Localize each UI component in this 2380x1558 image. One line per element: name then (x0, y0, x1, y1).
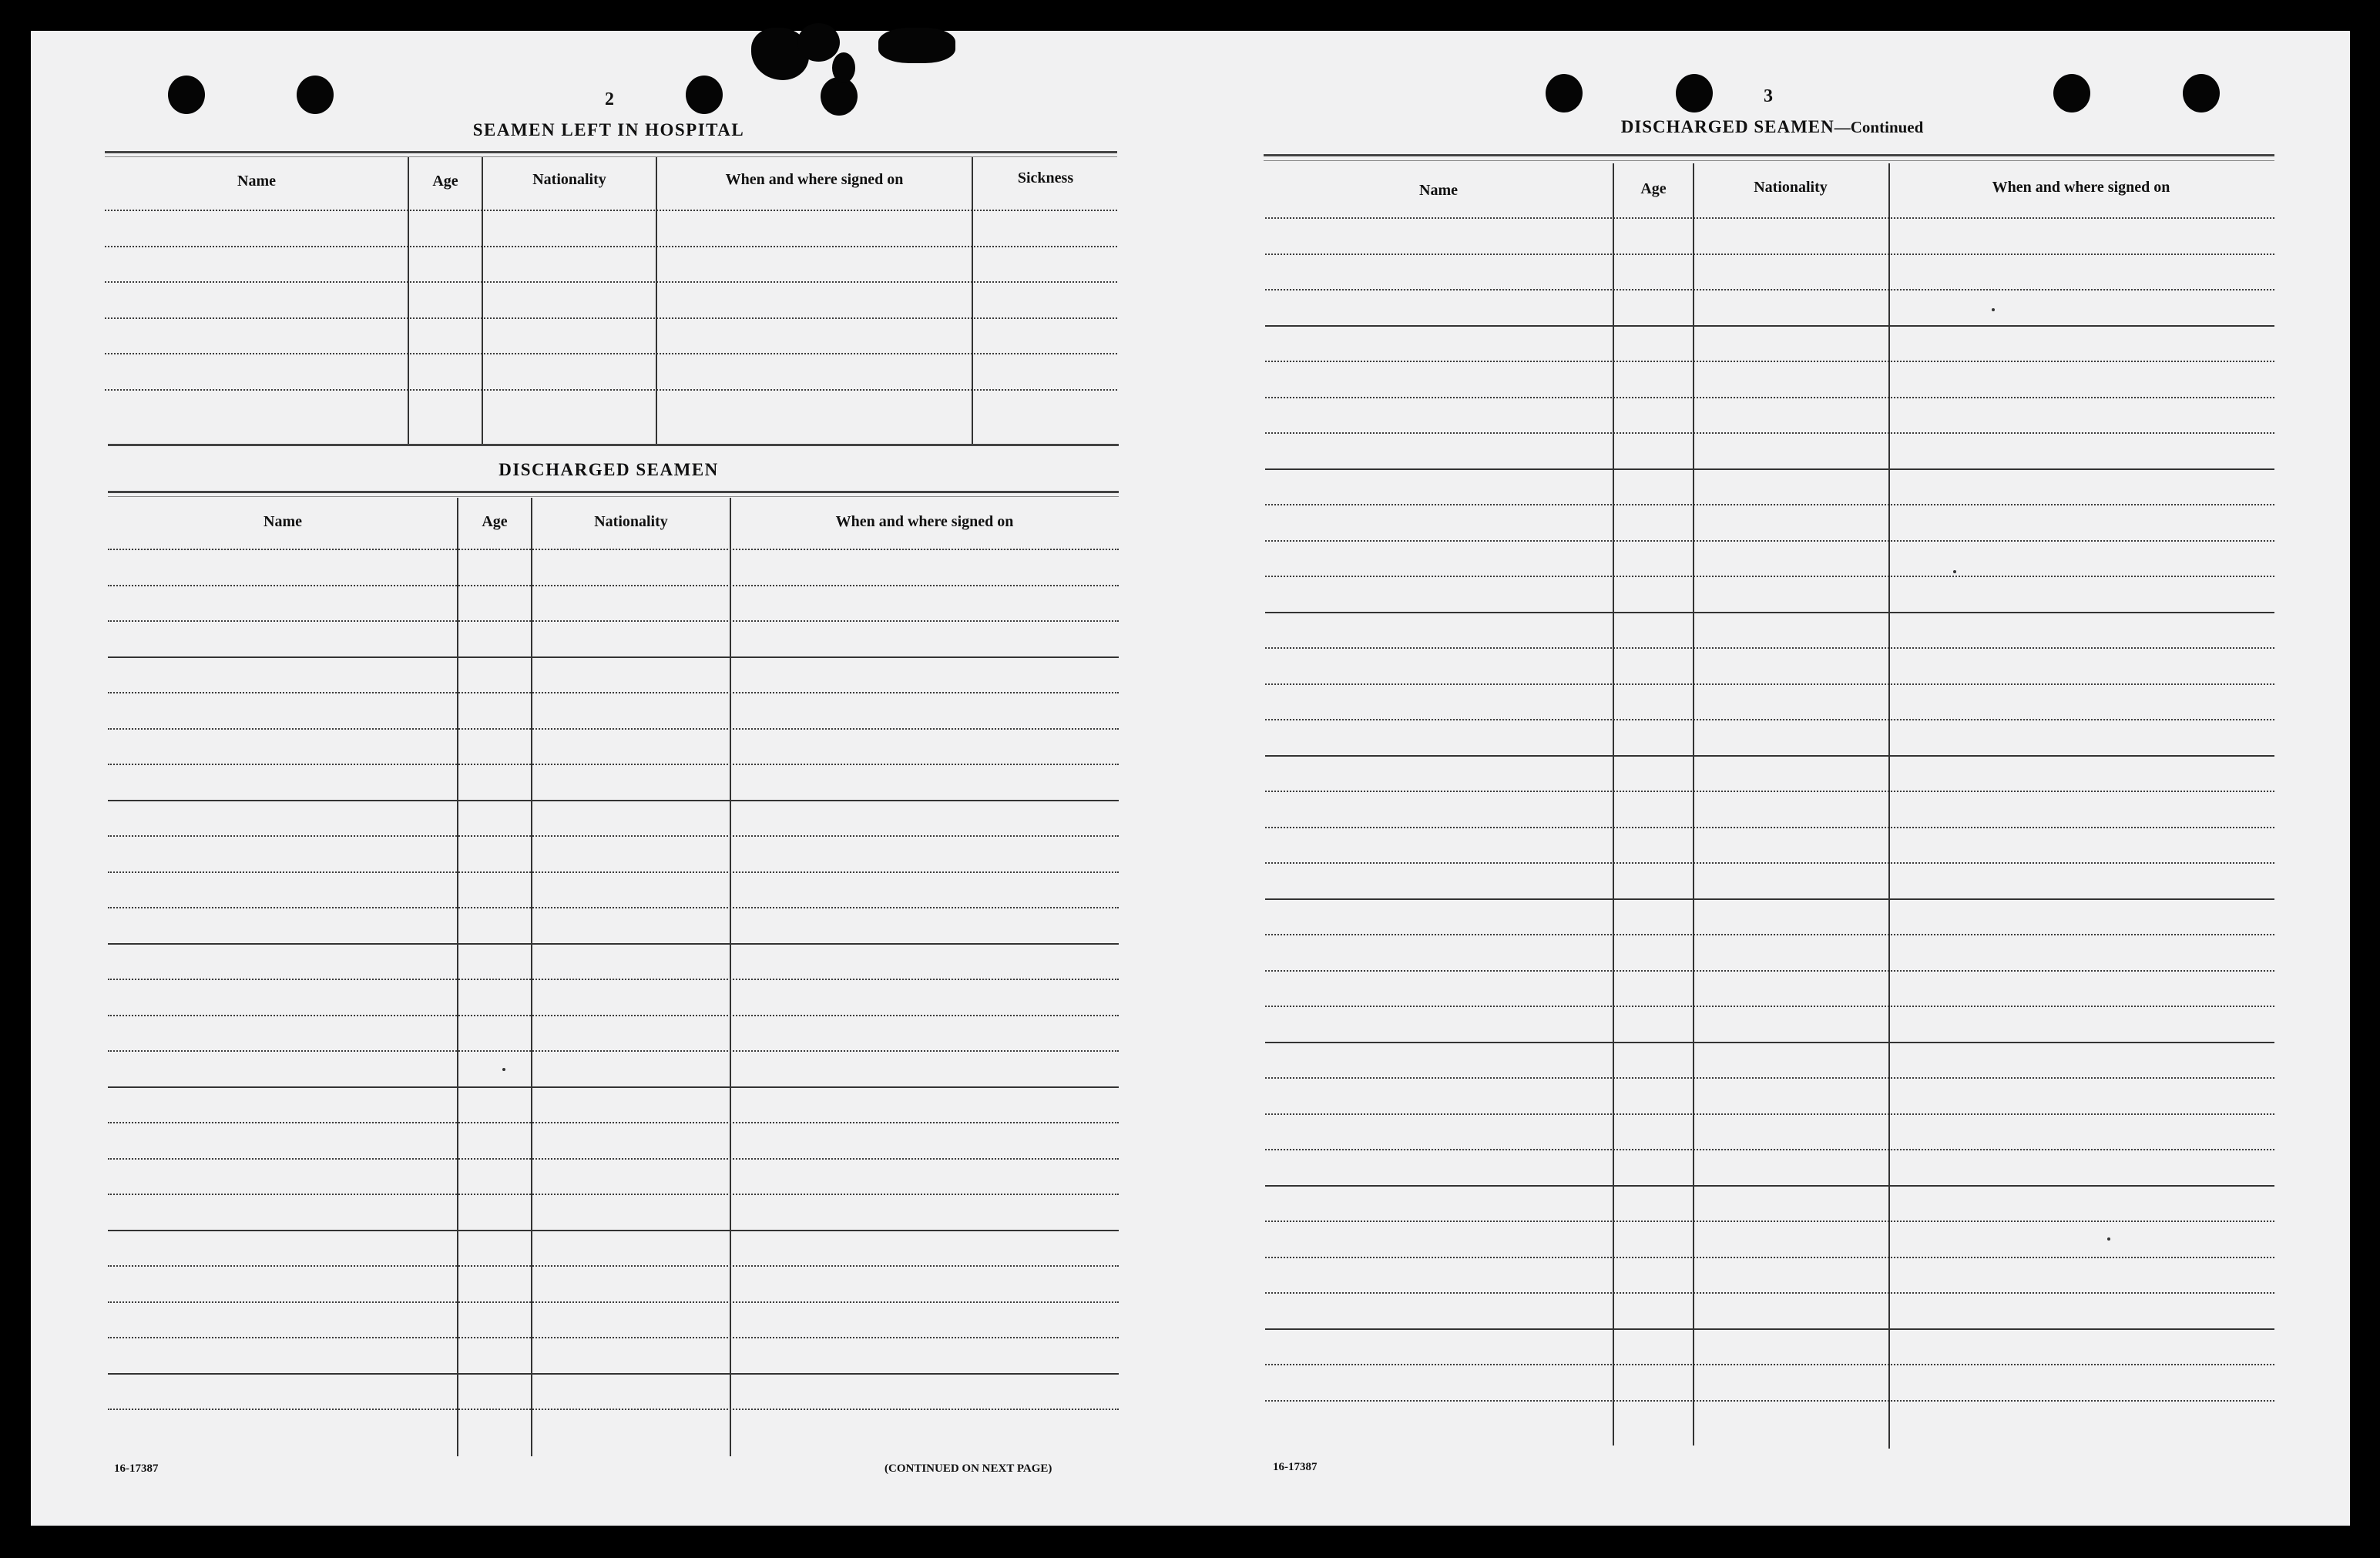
ink-stain (797, 23, 840, 62)
column-header-signed-on: When and where signed on (835, 513, 1014, 530)
ruled-line (1265, 254, 2274, 255)
column-header-signed-on: When and where signed on (1992, 179, 2170, 196)
column-divider (482, 157, 483, 444)
column-divider (408, 157, 409, 444)
ruled-line (1265, 1221, 2274, 1222)
column-header-age: Age (482, 513, 508, 530)
table-top-border (105, 156, 1117, 157)
column-divider (1693, 163, 1694, 1446)
punch-hole (1676, 74, 1713, 112)
ruled-line (108, 620, 1119, 622)
ruled-line (1265, 791, 2274, 792)
ruled-line (1265, 325, 2274, 327)
ruled-line (1265, 1113, 2274, 1115)
paper-speck (502, 1068, 505, 1071)
ruled-line (1265, 755, 2274, 757)
table-top-border (1264, 160, 2274, 161)
punch-hole (297, 76, 334, 114)
paper-speck (1953, 570, 1956, 573)
column-header-age: Age (432, 173, 458, 190)
column-divider (457, 498, 458, 1456)
ruled-line (1265, 898, 2274, 900)
punch-hole (686, 76, 723, 114)
ruled-line (108, 800, 1119, 801)
ruled-line (108, 764, 1119, 765)
column-divider (1613, 163, 1614, 1446)
ruled-line (1265, 1042, 2274, 1043)
ruled-line (105, 353, 1117, 354)
punch-hole (821, 77, 858, 116)
ruled-line (108, 979, 1119, 980)
ruled-line (108, 1050, 1119, 1052)
ruled-line (1265, 827, 2274, 828)
ruled-line (108, 1158, 1119, 1160)
punch-hole (2183, 74, 2220, 112)
ruled-line (1265, 1292, 2274, 1294)
ruled-line (1265, 1400, 2274, 1402)
table-bottom-border (108, 444, 1119, 446)
column-divider (656, 157, 657, 444)
ruled-line (108, 656, 1119, 658)
column-header-name: Name (1419, 182, 1458, 199)
ruled-line (108, 1337, 1119, 1338)
ruled-line (1265, 970, 2274, 972)
ruled-line (108, 585, 1119, 586)
ruled-line (108, 728, 1119, 730)
ruled-line (108, 1373, 1119, 1375)
ruled-line (1265, 504, 2274, 505)
column-header-sickness: Sickness (1017, 170, 1074, 186)
page-number: 3 (1764, 86, 1773, 106)
ruled-line (1265, 934, 2274, 935)
ruled-line (1265, 576, 2274, 577)
ruled-line (108, 692, 1119, 693)
table-top-border (108, 496, 1119, 497)
punch-hole (2053, 74, 2090, 112)
ruled-line (1265, 1077, 2274, 1079)
ruled-line (108, 1086, 1119, 1088)
column-header-name: Name (264, 513, 302, 530)
column-divider (1888, 163, 1890, 1449)
ruled-line (108, 1409, 1119, 1410)
ruled-line (1265, 1328, 2274, 1330)
ruled-line (1265, 289, 2274, 290)
ruled-line (1265, 683, 2274, 685)
discharged-continued-title (1556, 117, 1988, 137)
ruled-line (1265, 432, 2274, 434)
table-top-border (108, 491, 1119, 493)
ruled-line (1265, 468, 2274, 470)
form-number: 16-17387 (1273, 1461, 1318, 1473)
form-number: 16-17387 (114, 1462, 159, 1475)
column-header-age: Age (1640, 180, 1667, 197)
ruled-line (1265, 1257, 2274, 1258)
ruled-line (1265, 719, 2274, 720)
ruled-line (108, 549, 1119, 550)
ruled-line (108, 907, 1119, 908)
ruled-line (108, 943, 1119, 945)
continued-suffix: —Continued (1834, 118, 1924, 136)
ruled-line (108, 1265, 1119, 1267)
discharged-section-title: DISCHARGED SEAMEN (498, 460, 719, 479)
column-header-name: Name (237, 173, 276, 190)
ruled-line (108, 1230, 1119, 1231)
ruled-line (1265, 612, 2274, 613)
column-divider (972, 157, 973, 444)
column-header-nationality: Nationality (594, 513, 668, 530)
punch-hole (168, 76, 205, 114)
ruled-line (108, 871, 1119, 873)
ruled-line (105, 281, 1117, 283)
ruled-line (105, 317, 1117, 319)
paper-speck (1992, 308, 1995, 311)
continued-note: (CONTINUED ON NEXT PAGE) (885, 1462, 1052, 1475)
column-header-nationality: Nationality (532, 171, 606, 188)
ruled-line (108, 1122, 1119, 1123)
ruled-line (1265, 217, 2274, 219)
hospital-section-title: SEAMEN LEFT IN HOSPITAL (472, 120, 745, 139)
ruled-line (108, 1015, 1119, 1016)
table-top-border (105, 151, 1117, 153)
ink-stain (832, 52, 855, 83)
ruled-line (1265, 1149, 2274, 1150)
table-top-border (1264, 154, 2274, 156)
ruled-line (1265, 647, 2274, 649)
ruled-line (108, 1301, 1119, 1303)
column-divider (531, 498, 532, 1456)
ruled-line (105, 389, 1117, 391)
ruled-line (1265, 397, 2274, 398)
column-header-nationality: Nationality (1754, 179, 1828, 196)
ruled-line (1265, 361, 2274, 362)
ink-stain (878, 28, 955, 63)
paper-speck (2107, 1237, 2110, 1241)
ruled-line (105, 210, 1117, 211)
punch-hole (1546, 74, 1583, 112)
page-number: 2 (605, 89, 614, 109)
ruled-line (1265, 862, 2274, 864)
ruled-line (1265, 1006, 2274, 1007)
ruled-line (108, 835, 1119, 837)
ruled-line (105, 246, 1117, 247)
column-header-signed-on: When and where signed on (725, 171, 904, 188)
ruled-line (1265, 1185, 2274, 1187)
column-divider (730, 498, 731, 1456)
ruled-line (108, 1194, 1119, 1195)
ruled-line (1265, 1364, 2274, 1365)
ruled-line (1265, 540, 2274, 542)
discharged-title-main: DISCHARGED SEAMEN (1620, 117, 1835, 136)
